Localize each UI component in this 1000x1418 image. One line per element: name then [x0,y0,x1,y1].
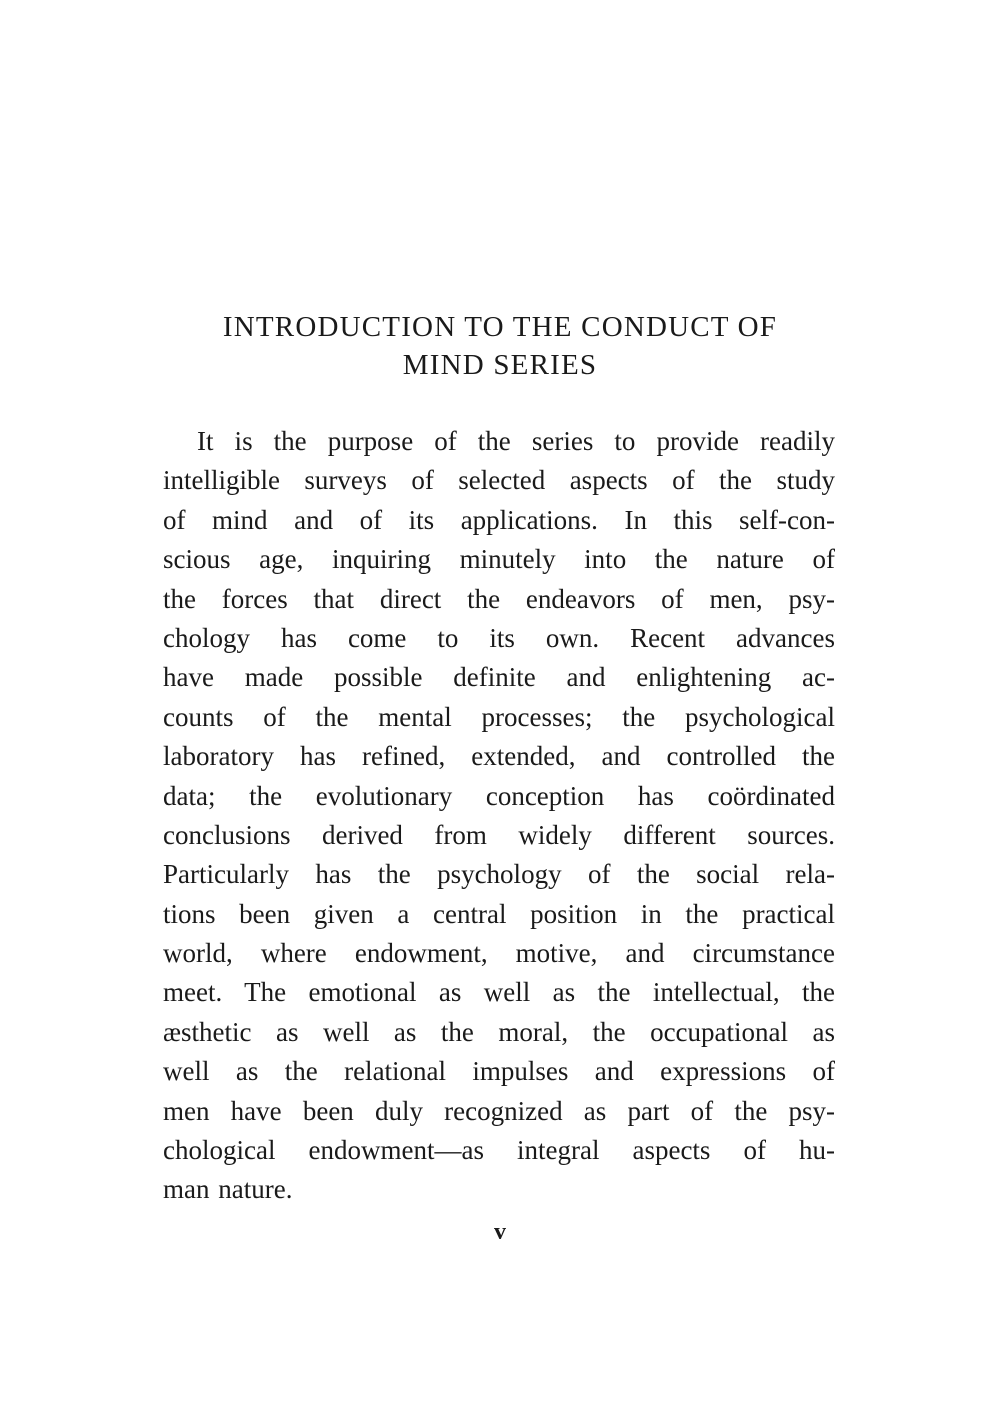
page-number: v [494,1219,506,1245]
paragraph-line: chological endowment—as integral aspects of hu- [163,1135,835,1166]
paragraph-line: conclusions derived from widely different sources. [163,819,835,850]
paragraph-line: have made possible definite and enlightening ac- [163,662,835,693]
paragraph-line: data; the evolutionary conception has coördinated [163,780,835,811]
paragraph-line: the forces that direct the endeavors of men, psy- [163,583,835,614]
chapter-title-line-1: INTRODUCTION TO THE CONDUCT OF [222,311,778,343]
paragraph-line: well as the relational impulses and expressions of [163,1056,835,1087]
chapter-title-line-2: MIND SERIES [402,349,598,381]
chapter-title [160,308,840,384]
paragraph-line: meet. The emotional as well as the intellectual, the [163,977,835,1008]
paragraph-line: intelligible surveys of selected aspects of the study [163,465,835,496]
paragraph-line: of mind and of its applications. In this self-con- [163,504,835,535]
paragraph-line: counts of the mental processes; the psychological [163,701,835,732]
paragraph-line: world, where endowment, motive, and circumstance [163,938,835,969]
paragraph-line: man nature. [163,1174,293,1205]
paragraph-line: laboratory has refined, extended, and controlled the [163,741,835,772]
body-paragraph [163,422,835,1210]
paragraph-line: Particularly has the psychology of the social rela- [163,859,835,890]
paragraph-line: men have been duly recognized as part of the psy- [163,1095,835,1126]
paragraph-line: chology has come to its own. Recent advances [163,622,835,653]
paragraph-line: æsthetic as well as the moral, the occupational as [163,1016,835,1047]
paragraph-line: tions been given a central position in the practical [163,898,835,929]
paragraph-line: It is the purpose of the series to provide readily [197,426,835,456]
paragraph-line: scious age, inquiring minutely into the nature of [163,544,835,575]
